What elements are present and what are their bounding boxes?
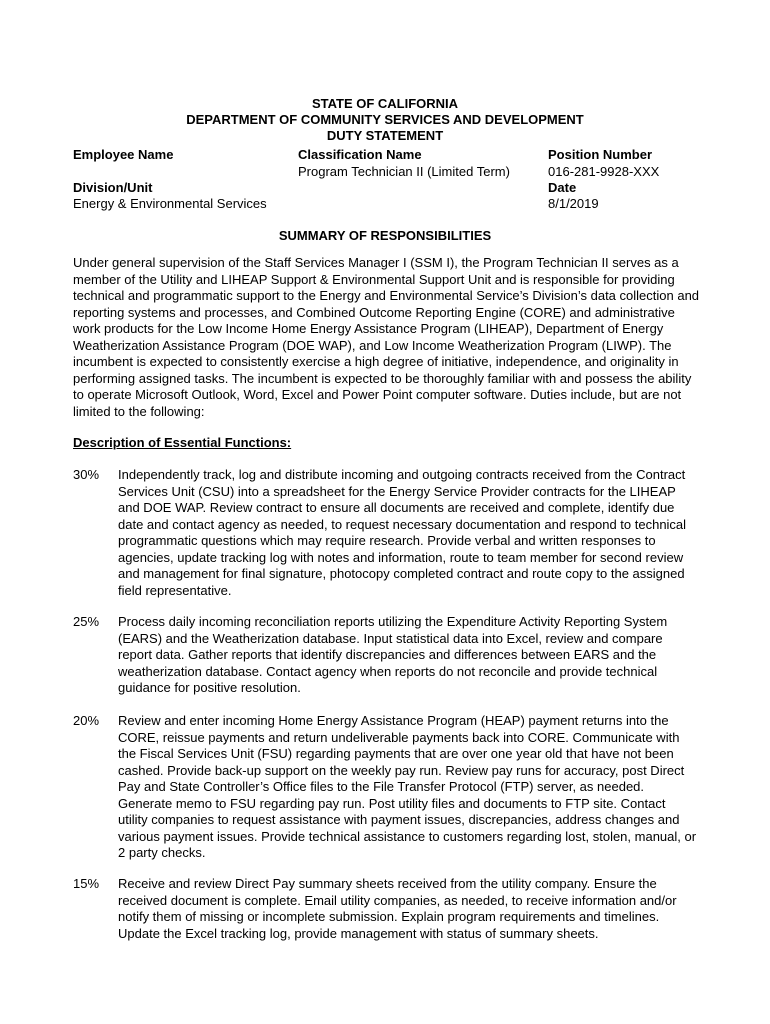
date-value: 8/1/2019 bbox=[548, 196, 599, 211]
division-label: Division/Unit bbox=[73, 180, 153, 195]
position-number-value: 016-281-9928-XXX bbox=[548, 164, 660, 179]
classification-label: Classification Name bbox=[298, 147, 422, 162]
employee-name-label: Employee Name bbox=[73, 147, 174, 162]
essential-functions-heading: Description of Essential Functions: bbox=[73, 435, 292, 450]
function-description: Receive and review Direct Pay summary sheets received from the utility company. Ensure the received document is complete. Email utility companies, as needed, to receive information and/or notify them of missing or incomplete submission. Explain program requirements and timelines. Update the Excel tracking log, provide management with status of summary sheets. bbox=[118, 876, 677, 941]
header-department: DEPARTMENT OF COMMUNITY SERVICES AND DEVELOPMENT bbox=[186, 112, 584, 127]
summary-paragraph: Under general supervision of the Staff Services Manager I (SSM I), the Program Technician II serves as a member of the Utility and LIHEAP Support & Environmental Support Unit and is responsible for providing technical and programmatic support to the Energy and Environmental Service’s Division’s data collection and reporting systems and processes, and Combined Outcome Reporting Engine (CORE) and administrative work products for the Low Income Home Energy Assistance Program (LIHEAP), Department of Energy Weatherization Assistance Program (DOE WAP), and Low Income Weatherization Program (LIWP). The incumbent is expected to consistently exercise a high degree of initiative, independence, and originality in performing assigned tasks. The incumbent is expected to be thoroughly familiar with and possess the ability to operate Microsoft Outlook, Word, Excel and Power Point computer software. Duties include, but are not limited to the following: bbox=[73, 255, 700, 419]
function-description: Process daily incoming reconciliation reports utilizing the Expenditure Activity Reporting System (EARS) and the Weatherization database. Input statistical data into Excel, review and compare report data. Gather reports that identify discrepancies and differences between EARS and the weatherization database. Contact agency when reports do not reconcile and provide technical guidance for positive resolution. bbox=[118, 614, 668, 695]
header-state: STATE OF CALIFORNIA bbox=[311, 96, 459, 111]
division-value: Energy & Environmental Services bbox=[73, 196, 267, 211]
classification-value: Program Technician II (Limited Term) bbox=[298, 164, 510, 179]
function-description: Review and enter incoming Home Energy Assistance Program (HEAP) payment returns into the CORE, reissue payments and return undeliverable payments back into CORE. Communicate with the Fiscal Services Unit (FSU) regarding payments that are over one year old that have not been cashed. Provide back-up support on the weekly pay run. Review pay runs for accuracy, post Direct Pay and State Controller’s Office files to the File Transfer Protocol (FTP) server, as needed. Generate memo to FSU regarding pay run. Post utility files and documents to FTP site. Contact utility companies to request assistance with payment issues, discrepancies, address changes and various payment issues. Provide technical assistance to customers regarding lost, stolen, manual, or 2 party checks. bbox=[118, 713, 697, 860]
summary-heading: SUMMARY OF RESPONSIBILITIES bbox=[278, 228, 492, 243]
function-percent: 20% bbox=[73, 713, 100, 728]
function-percent: 25% bbox=[73, 614, 100, 629]
function-percent: 30% bbox=[73, 467, 100, 482]
position-number-label: Position Number bbox=[548, 147, 653, 162]
function-description: Independently track, log and distribute incoming and outgoing contracts received from the Contract Services Unit (CSU) into a spreadsheet for the Energy Service Provider contracts for the LIHEAP and DOE WAP. Review contract to ensure all documents are received and complete, identify due date and contact agency as needed, to request necessary documentation and respond to technical programmatic questions which may require research. Provide verbal and written responses to agencies, update tracking log with notes and information, route to team member for second review and management for final signature, photocopy completed contract and route copy to the assigned field representative. bbox=[118, 467, 687, 598]
date-label: Date bbox=[548, 180, 577, 195]
function-percent: 15% bbox=[73, 876, 100, 891]
header-duty-statement: DUTY STATEMENT bbox=[326, 128, 444, 143]
